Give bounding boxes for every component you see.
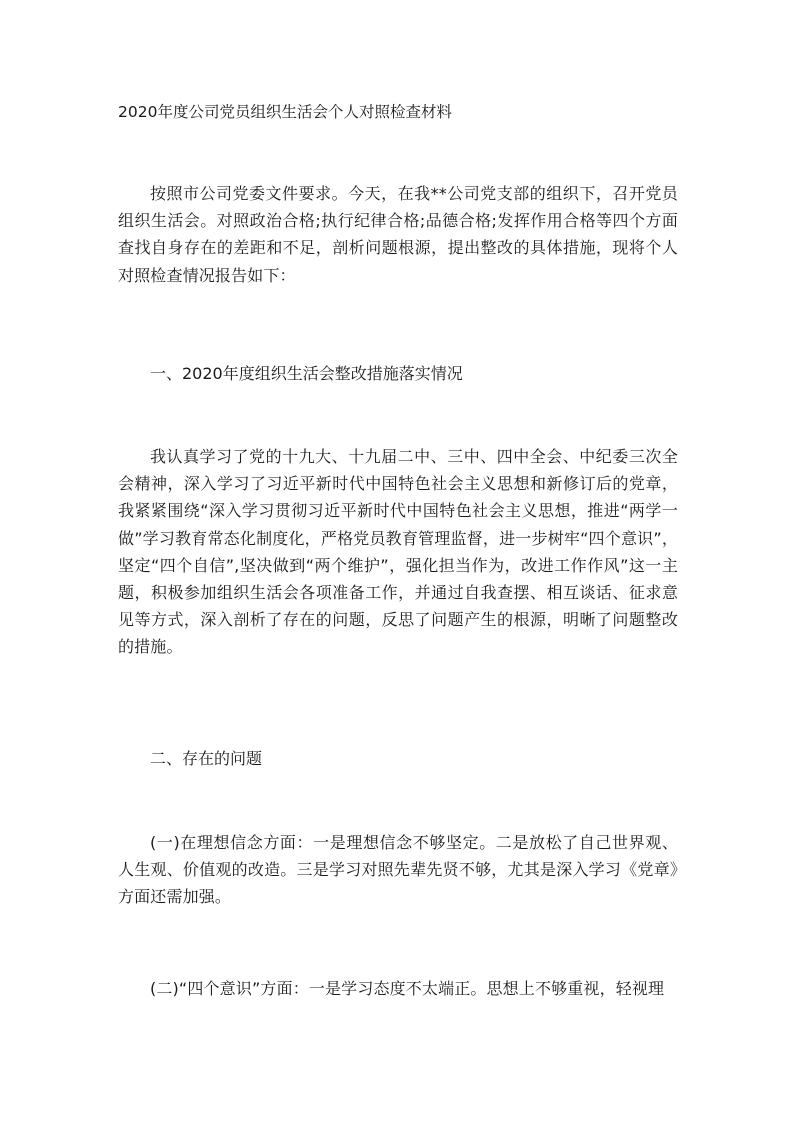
section-2-item-1: (一)在理想信念方面：一是理想信念不够坚定。二是放松了自己世界观、人生观、价值观的改造。三是学习对照先辈先贤不够，尤其是深入学习《党章》方面还需加强。 <box>118 833 678 907</box>
section-2-heading: 二、存在的问题 <box>150 749 263 768</box>
section-1-heading: 一、2020年度组织生活会整改措施落实情况 <box>150 364 463 383</box>
section-1-body: 我认真学习了党的十九大、十九届二中、三中、四中全会、中纪委三次全会精神，深入学习了习近平新时代中国特色社会主义思想和新修订后的党章，我紧紧围绕“深入学习贯彻习近平新时代中国特色社会主义思想，推进“两学一做”学习教育常态化制度化，严格党员教育管理监督，进一步树牢“四个意识”，坚定“四个自信”,坚决做到“两个维护”，强化担当作为，改进工作作风”这一主题，积极参加组织生活会各项准备工作，并通过自我查摆、相互谈话、征求意见等方式，深入剖析了存在的问题，反思了问题产生的根源，明晰了问题整改的措施。 <box>118 447 678 657</box>
document-title: 2020年度公司党员组织生活会个人对照检查材料 <box>118 103 452 121</box>
intro-paragraph: 按照市公司党委文件要求。今天，在我**公司党支部的组织下，召开党员组织生活会。对照政治合格;执行纪律合格;品德合格;发挥作用合格等四个方面查找自身存在的差距和不足，剖析问题根源，提出整改的具体措施，现将个人对照检查情况报告如下： <box>118 184 678 285</box>
section-2-item-2: (二)“四个意识”方面：一是学习态度不太端正。思想上不够重视，轻视理 <box>150 979 665 998</box>
